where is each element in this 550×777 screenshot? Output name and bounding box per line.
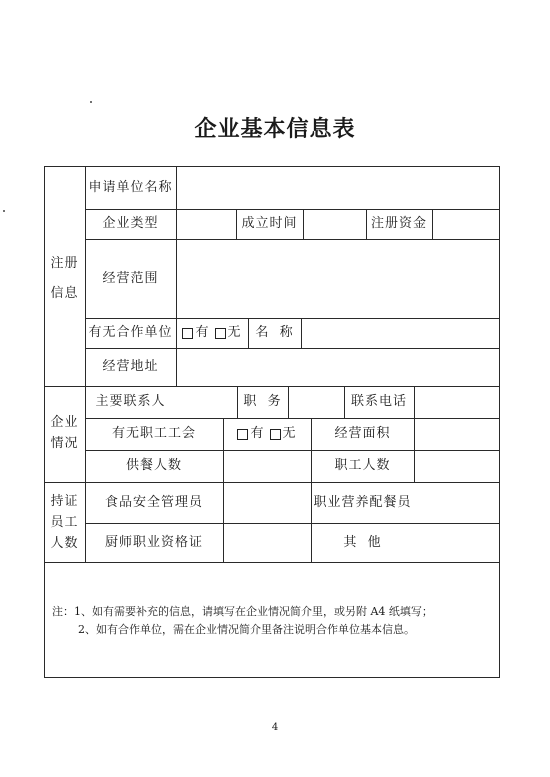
- chef-cert-label: 厨师职业资格证: [104, 534, 203, 550]
- other-label: 其 他: [343, 534, 382, 550]
- food-safety-manager-field[interactable]: [224, 483, 311, 523]
- meal-count-field[interactable]: [224, 451, 311, 482]
- enterprise-type-label: 企业类型: [102, 216, 159, 232]
- page-number: 4: [271, 722, 279, 733]
- food-safety-manager-label: 食品安全管理员: [104, 494, 203, 510]
- scan-speck: [3, 210, 5, 212]
- no-checkbox[interactable]: [215, 328, 226, 339]
- has-partner-label: 有无合作单位: [88, 325, 173, 341]
- no-option-label: 无: [282, 426, 297, 442]
- business-address-label: 经营地址: [102, 359, 159, 375]
- yes-checkbox[interactable]: [237, 429, 248, 440]
- nutritionist-label: 职业营养配餐员: [313, 494, 412, 510]
- business-scope-label: 经营范围: [102, 270, 159, 286]
- partner-name-field[interactable]: [302, 319, 499, 348]
- nutritionist-field[interactable]: [415, 483, 499, 523]
- staff-count-field[interactable]: [415, 451, 499, 482]
- yes-checkbox[interactable]: [182, 328, 193, 339]
- position-label: 职 务: [243, 394, 282, 410]
- other-field[interactable]: [415, 524, 499, 562]
- staff-count-label: 职工人数: [334, 458, 391, 474]
- yes-option-label: 有: [250, 426, 265, 442]
- note-line-2: 2、如有合作单位，需在企业情况简介里备注说明合作单位基本信息。: [78, 623, 415, 636]
- no-option-label: 无: [227, 325, 242, 341]
- section-enterprise: [44, 400, 85, 466]
- business-address-field[interactable]: [177, 349, 499, 386]
- enterprise-type-field[interactable]: [177, 210, 236, 239]
- main-contact-label: 主要联系人: [95, 394, 166, 410]
- section-label: 人数: [50, 535, 79, 551]
- yes-option-label: 有: [195, 325, 210, 341]
- registered-capital-label: 注册资金: [370, 216, 427, 232]
- partner-options: [176, 318, 248, 348]
- section-label: 情况: [50, 436, 79, 451]
- contact-phone-label: 联系电话: [350, 394, 407, 410]
- position-field[interactable]: [289, 387, 344, 418]
- scan-speck: [90, 101, 92, 103]
- section-label: 注册: [50, 255, 79, 271]
- partner-name-label: 名 称: [255, 325, 294, 341]
- chef-cert-field[interactable]: [224, 524, 311, 562]
- section-registration: [44, 209, 85, 348]
- meal-count-label: 供餐人数: [125, 458, 182, 474]
- no-checkbox[interactable]: [270, 429, 281, 440]
- business-area-field[interactable]: [415, 419, 499, 450]
- registered-capital-field[interactable]: [433, 210, 499, 239]
- section-label: 信息: [50, 285, 79, 301]
- note-line-1: 注：1、如有需要补充的信息，请填写在企业情况简介里，或另附 A4 纸填写；: [52, 605, 433, 618]
- table-border: [499, 166, 500, 678]
- section-label: 企业: [50, 415, 79, 430]
- labor-union-options: [223, 418, 311, 450]
- business-scope-field[interactable]: [177, 240, 499, 318]
- section-label: 持证: [50, 493, 79, 509]
- applicant-name-label: 申请单位名称: [88, 179, 173, 195]
- section-certified-staff: [44, 482, 85, 562]
- table-border: [44, 677, 500, 678]
- labor-union-label: 有无职工工会: [111, 426, 196, 442]
- established-date-field[interactable]: [304, 210, 366, 239]
- business-area-label: 经营面积: [334, 426, 391, 442]
- main-contact-field[interactable]: [177, 387, 237, 418]
- applicant-name-field[interactable]: [177, 167, 499, 209]
- contact-phone-field[interactable]: [415, 387, 499, 418]
- page-title: 企业基本信息表: [194, 117, 356, 142]
- established-date-label: 成立时间: [241, 216, 298, 232]
- section-label: 员工: [50, 514, 79, 530]
- row-divider: [44, 562, 500, 563]
